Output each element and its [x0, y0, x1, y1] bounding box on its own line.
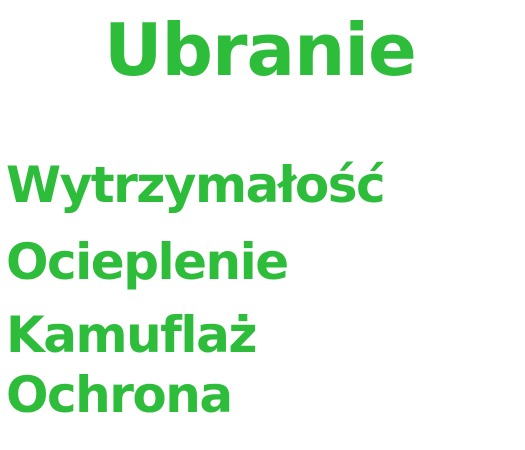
page-title: Ubranie [104, 8, 416, 92]
attribute-insulation: Ocieplenie [6, 233, 288, 291]
attribute-durability: Wytrzymałość [6, 156, 385, 214]
attribute-protection: Ochrona [6, 366, 232, 424]
attribute-camouflage: Kamuflaż [6, 306, 256, 364]
